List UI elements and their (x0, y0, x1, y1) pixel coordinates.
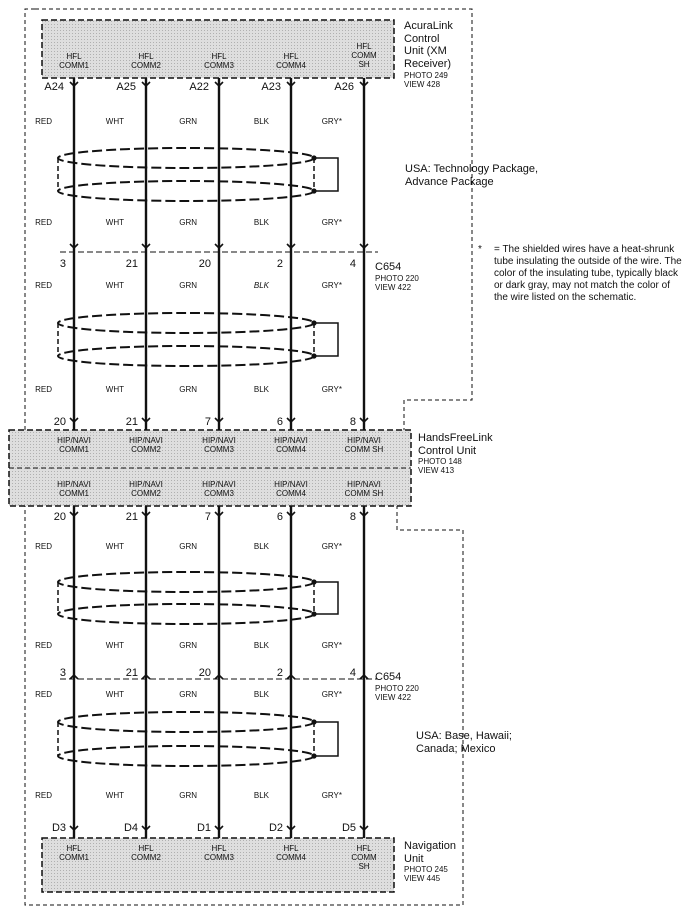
c654-top-pin-5: 4 (349, 258, 356, 270)
wire-color-label-4-5: BLK (253, 542, 269, 551)
hfl-bottom-terminal-2: 21 (125, 511, 138, 523)
wire-color-label-2-2: WHT (105, 218, 124, 227)
shield-drain-dot-bottom (311, 753, 316, 758)
acuralink-pin-label-3: COMM3 (204, 61, 234, 70)
wire-color-label-4-2: BLK (253, 218, 269, 227)
nav-terminal-1: D3 (51, 822, 66, 834)
hfl-bottom-terminal-1: 20 (53, 511, 66, 523)
wire-color-label-1-8: RED (35, 791, 52, 800)
wire-color-label-4-7: BLK (253, 690, 269, 699)
wire-color-label-4-3: BLK (253, 281, 269, 290)
connector-c654-top-label: C654 PHOTO 220 VIEW 422 (375, 261, 419, 292)
acuralink-terminal-3: A22 (189, 81, 209, 93)
wire-color-label-3-7: GRN (179, 690, 197, 699)
shield-ellipse-top (58, 313, 314, 333)
shield-ellipse-bottom (58, 181, 314, 201)
hfl-pin-label-bottom-4: HIP/NAVI (274, 480, 308, 489)
hfl-pin-label-bottom-2: COMM2 (131, 489, 161, 498)
navigation-unit-label: Navigation Unit PHOTO 245 VIEW 445 (404, 840, 456, 884)
wire-color-label-5-8: GRY* (321, 791, 342, 800)
shield-drain-wire (314, 582, 338, 614)
shield-ellipse-bottom (58, 604, 314, 624)
wire-color-label-1-4: RED (35, 385, 52, 394)
acuralink-pin-label-2: COMM2 (131, 61, 161, 70)
package-label-top: USA: Technology Package, Advance Package (405, 163, 539, 188)
shield-drain-dot-top (311, 155, 316, 160)
shield-ellipse-top (58, 712, 314, 732)
shield-drain-dot-bottom (311, 353, 316, 358)
c654-bottom-pin-3: 20 (198, 667, 211, 679)
shield-4 (58, 712, 338, 766)
shield-2 (58, 313, 338, 366)
acuralink-terminal-1: A24 (44, 81, 64, 93)
hfl-bottom-terminal-3: 7 (204, 511, 211, 523)
shield-ellipse-bottom (58, 346, 314, 366)
wire-color-label-1-2: RED (35, 218, 52, 227)
wire-color-label-5-4: GRY* (321, 385, 342, 394)
hfl-pin-label-bottom-5: COMM SH (344, 489, 384, 498)
wire-color-label-1-3: RED (35, 281, 52, 290)
acuralink-terminal-4: A23 (261, 81, 281, 93)
wire-color-label-3-1: GRN (179, 117, 197, 126)
shield-drain-wire (314, 722, 338, 756)
note-asterisk: * (478, 244, 482, 255)
shield-drain-dot-bottom (311, 611, 316, 616)
hfl-pin-label-bottom-1: HIP/NAVI (57, 480, 91, 489)
wire-color-label-2-5: WHT (105, 542, 124, 551)
nav-pin-label-2: HFL (138, 844, 154, 853)
wire-color-label-3-8: GRN (179, 791, 197, 800)
wire-color-label-1-6: RED (35, 641, 52, 650)
shield-drain-dot-top (311, 579, 316, 584)
hfl-pin-label-top-2: COMM2 (131, 445, 161, 454)
nav-terminal-4: D2 (268, 822, 283, 834)
wire-color-label-4-4: BLK (253, 385, 269, 394)
wire-color-label-3-6: GRN (179, 641, 197, 650)
nav-terminal-3: D1 (196, 822, 211, 834)
hfl-pin-label-top-4: COMM4 (276, 445, 306, 454)
acuralink-pin-label-4: HFL (283, 52, 299, 61)
acuralink-pin-label-4: COMM4 (276, 61, 306, 70)
nav-pin-label-5: HFL (356, 844, 372, 853)
wire-color-label-3-3: GRN (179, 281, 197, 290)
nav-pin-label-1: HFL (66, 844, 82, 853)
acuralink-terminal-5: A26 (334, 81, 354, 93)
shield-drain-dot-top (311, 320, 316, 325)
wire-color-label-3-2: GRN (179, 218, 197, 227)
wire-color-label-2-7: WHT (105, 690, 124, 699)
hfl-pin-label-bottom-5: HIP/NAVI (347, 480, 381, 489)
acuralink-pin-label-1: HFL (66, 52, 82, 61)
nav-pin-label-3: COMM3 (204, 853, 234, 862)
shield-ellipse-top (58, 148, 314, 168)
wire-color-label-1-1: RED (35, 117, 52, 126)
hfl-top-terminal-4: 6 (276, 416, 283, 428)
wire-color-label-1-5: RED (35, 542, 52, 551)
wire-color-label-4-1: BLK (253, 117, 269, 126)
nav-pin-label-2: COMM2 (131, 853, 161, 862)
hfl-pin-label-top-1: COMM1 (59, 445, 89, 454)
component-boxes (9, 20, 411, 892)
nav-terminal-2: D4 (123, 822, 138, 834)
nav-pin-label-5: COMM (351, 853, 377, 862)
acuralink-pin-label-5: HFL (356, 42, 372, 51)
nav-terminal-5: D5 (341, 822, 356, 834)
c654-top-pin-3: 20 (198, 258, 211, 270)
hfl-pin-label-top-3: COMM3 (204, 445, 234, 454)
shield-ellipse-bottom (58, 746, 314, 766)
hfl-pin-label-top-4: HIP/NAVI (274, 436, 308, 445)
hfl-pin-label-bottom-3: HIP/NAVI (202, 480, 236, 489)
wire-color-label-5-1: GRY* (321, 117, 342, 126)
shield-drain-wire (314, 323, 338, 356)
shield-drain-dot-top (311, 719, 316, 724)
hfl-pin-label-top-5: HIP/NAVI (347, 436, 381, 445)
wire-color-label-1-7: RED (35, 690, 52, 699)
nav-pin-label-5: SH (358, 862, 370, 871)
acuralink-pin-label-5: SH (358, 60, 370, 69)
hfl-pin-label-bottom-1: COMM1 (59, 489, 89, 498)
hfl-top-terminal-1: 20 (53, 416, 66, 428)
acuralink-pin-label-1: COMM1 (59, 61, 89, 70)
wire-color-label-2-1: WHT (105, 117, 124, 126)
c654-bottom-pin-5: 4 (349, 667, 356, 679)
wire-color-label-5-3: GRY* (321, 281, 342, 290)
hfl-pin-label-top-5: COMM SH (344, 445, 384, 454)
hfl-top-terminal-5: 8 (349, 416, 356, 428)
nav-pin-label-4: COMM4 (276, 853, 306, 862)
hfl-bottom-terminal-5: 8 (349, 511, 356, 523)
wire-color-label-5-6: GRY* (321, 641, 342, 650)
wire-color-label-2-3: WHT (105, 281, 124, 290)
c654-top-pin-4: 2 (276, 258, 283, 270)
handsfree-unit-label: HandsFreeLink Control Unit PHOTO 148 VIEW 413 (418, 432, 493, 476)
acuralink-pin-label-5: COMM (351, 51, 377, 60)
shield-ellipse-top (58, 572, 314, 592)
shield-1 (58, 148, 338, 201)
acuralink-pin-label-2: HFL (138, 52, 154, 61)
c654-top-pin-1: 3 (59, 258, 66, 270)
acuralink-unit-label: AcuraLink Control Unit (XM Receiver) PHOTO 249 VIEW 428 (404, 20, 453, 89)
acuralink-pin-label-3: HFL (211, 52, 227, 61)
hfl-top-terminal-3: 7 (204, 416, 211, 428)
wire-color-label-2-6: WHT (105, 641, 124, 650)
wire-color-label-2-8: WHT (105, 791, 124, 800)
c654-bottom-pin-4: 2 (276, 667, 283, 679)
hfl-pin-label-bottom-2: HIP/NAVI (129, 480, 163, 489)
nav-pin-label-3: HFL (211, 844, 227, 853)
wire-color-label-4-8: BLK (253, 791, 269, 800)
shield-drain-dot-bottom (311, 188, 316, 193)
nav-pin-label-4: HFL (283, 844, 299, 853)
package-label-bottom: USA: Base, Hawaii; Canada; Mexico (416, 730, 512, 755)
wire-color-label-3-5: GRN (179, 542, 197, 551)
connector-c654-bottom-label: C654 PHOTO 220 VIEW 422 (375, 671, 419, 702)
note-text: = The shielded wires have a heat-shrunk tube insulating the outside of the wire. The color of the insulating tube, typically black or dark gray, may not match the color of the wire listed on the schematic. (494, 244, 682, 303)
nav-pin-label-1: COMM1 (59, 853, 89, 862)
wire-color-label-5-5: GRY* (321, 542, 342, 551)
hfl-top-terminal-2: 21 (125, 416, 138, 428)
hfl-pin-label-top-3: HIP/NAVI (202, 436, 236, 445)
c654-bottom-pin-1: 3 (59, 667, 66, 679)
c654-bottom-pin-2: 21 (125, 667, 138, 679)
hfl-pin-label-bottom-3: COMM3 (204, 489, 234, 498)
wire-color-label-5-7: GRY* (321, 690, 342, 699)
hfl-pin-label-top-2: HIP/NAVI (129, 436, 163, 445)
acuralink-terminal-2: A25 (116, 81, 136, 93)
wire-color-label-2-4: WHT (105, 385, 124, 394)
wire-color-label-3-4: GRN (179, 385, 197, 394)
shield-3 (58, 572, 338, 624)
wire-color-label-5-2: GRY* (321, 218, 342, 227)
hfl-pin-label-bottom-4: COMM4 (276, 489, 306, 498)
hfl-bottom-terminal-4: 6 (276, 511, 283, 523)
shield-drain-wire (314, 158, 338, 191)
hfl-pin-label-top-1: HIP/NAVI (57, 436, 91, 445)
c654-top-pin-2: 21 (125, 258, 138, 270)
wire-color-label-4-6: BLK (253, 641, 269, 650)
